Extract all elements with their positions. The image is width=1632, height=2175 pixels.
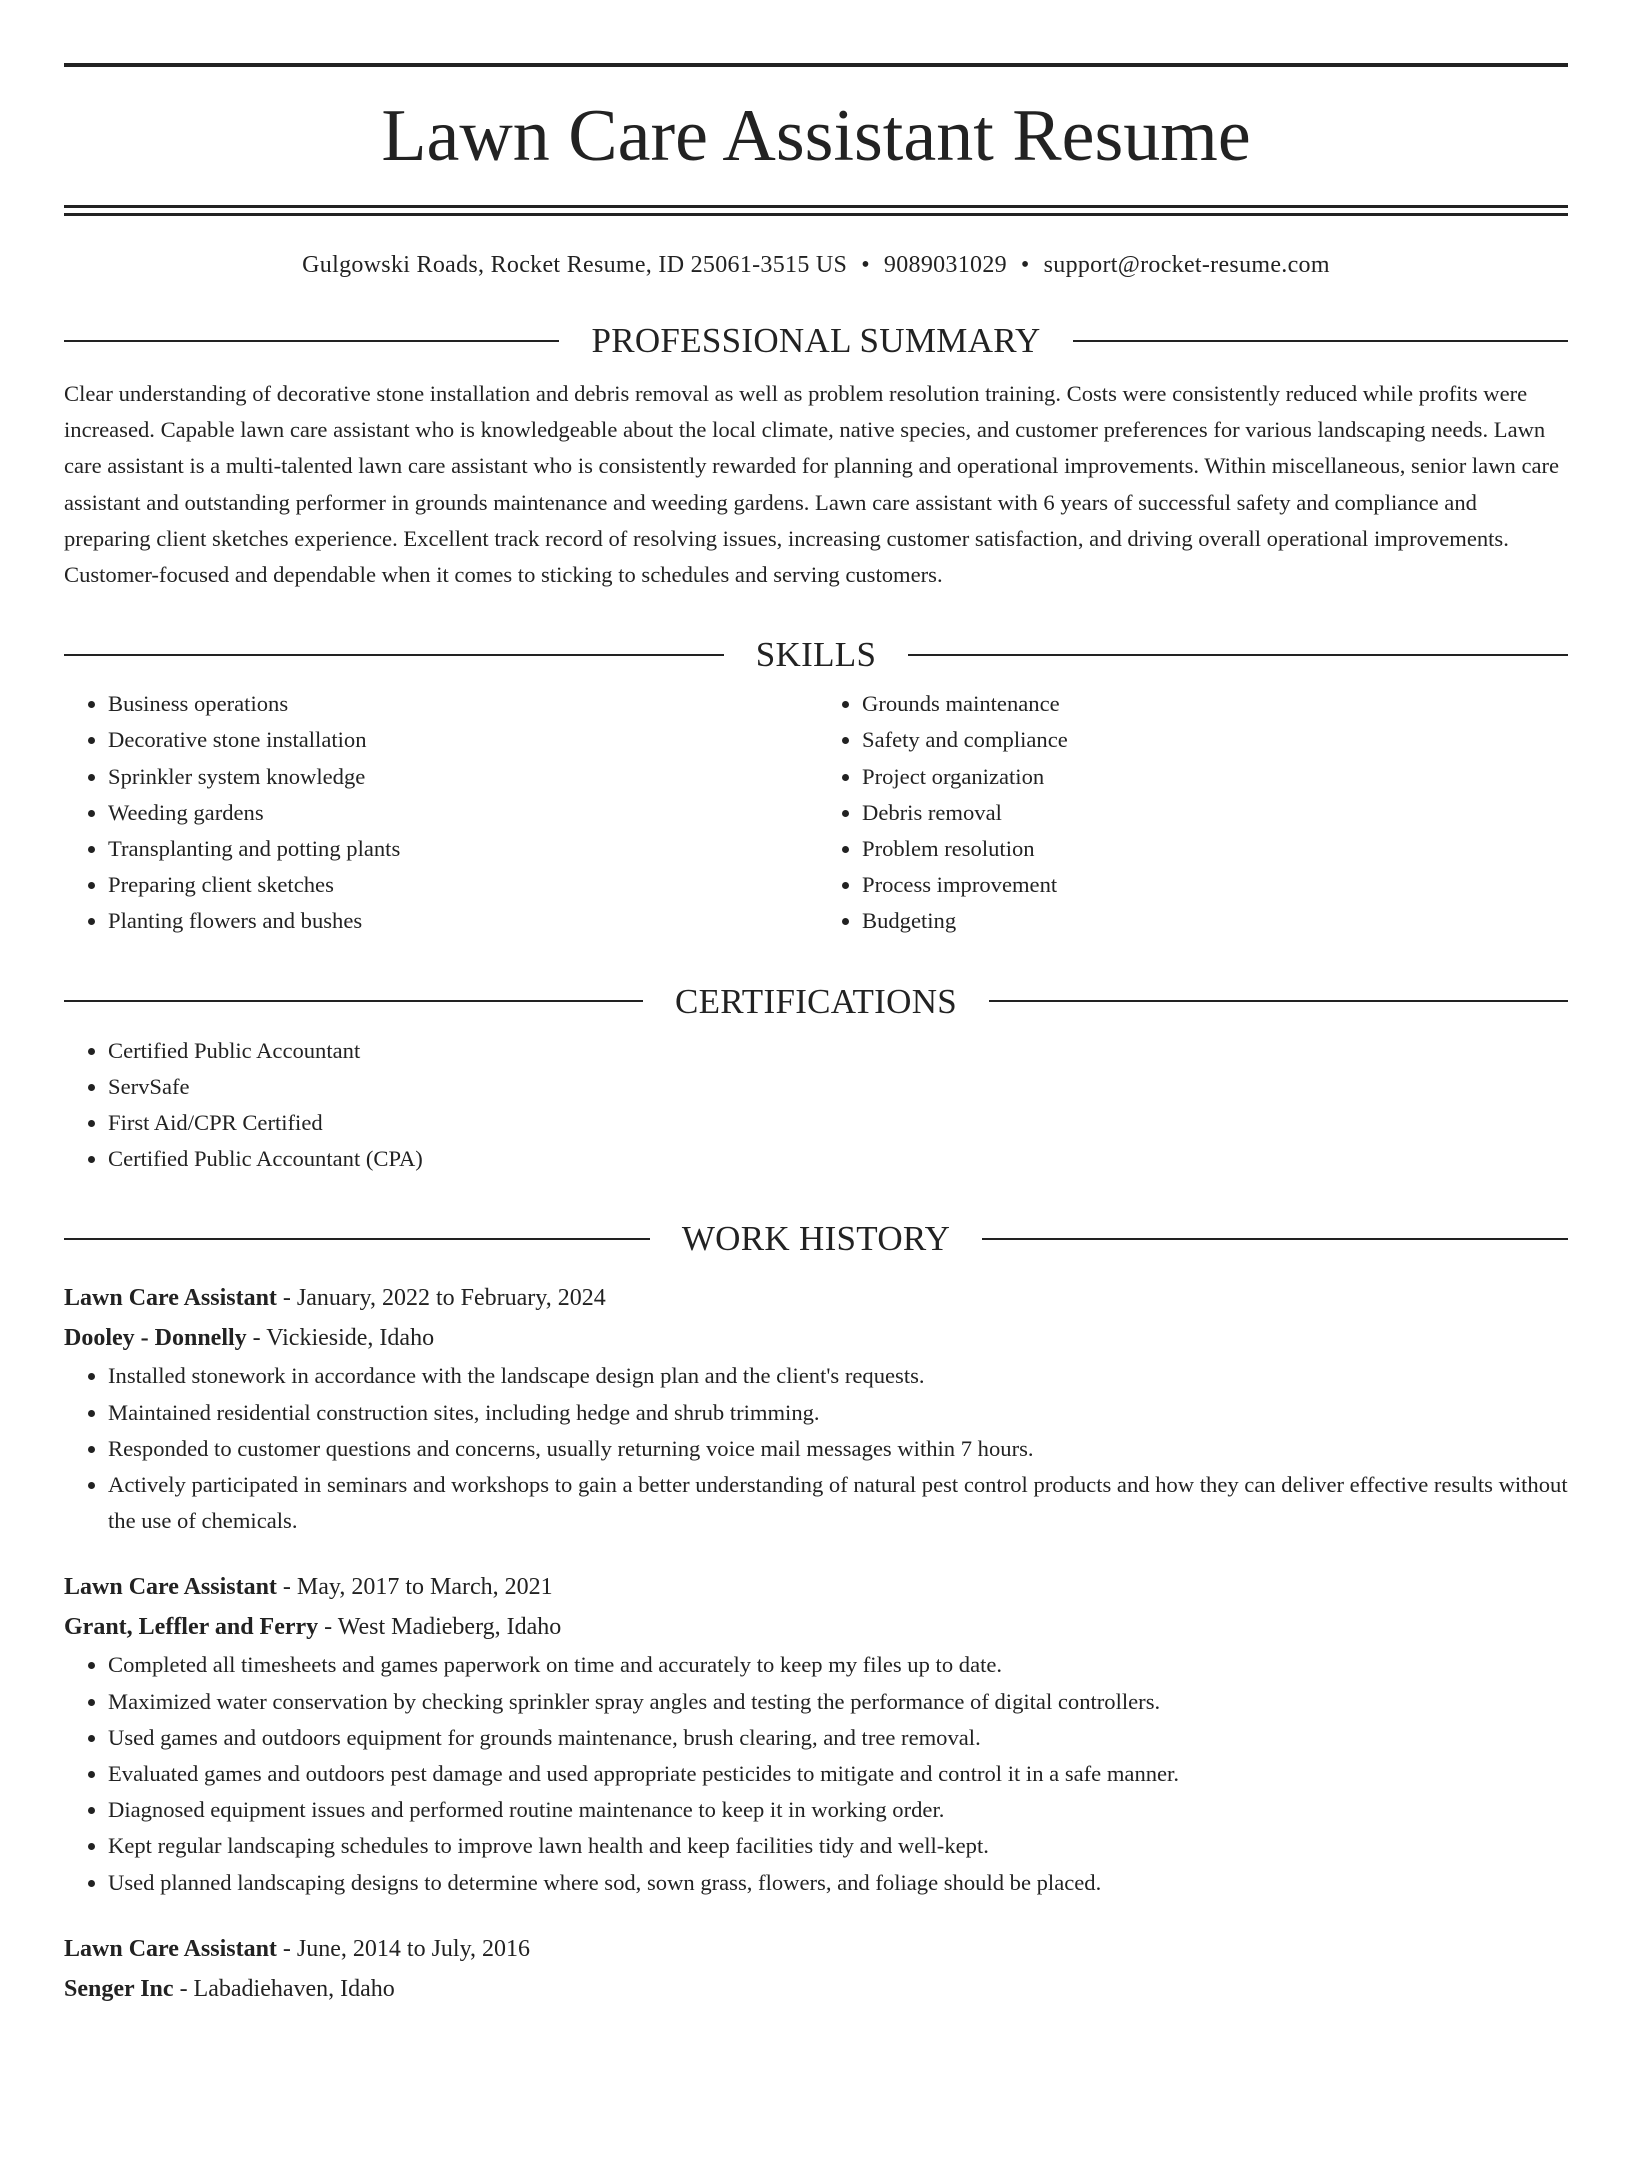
job-location: - West Madieberg, Idaho <box>318 1614 562 1641</box>
job-dates: - January, 2022 to February, 2024 <box>276 1285 606 1312</box>
skill-item: • Budgeting <box>862 903 1568 939</box>
page-title: Lawn Care Assistant Resume <box>381 95 1251 177</box>
job-duty-item: • Maintained residential construction sites, including hedge and shrub trimming. <box>108 1395 1568 1431</box>
summary-paragraph: Clear understanding of decorative stone installation and debris removal as well as problem resolution training. Costs were consistently reduced while profits were increased. Capable lawn care assistant who is knowledgeable about the local climate, native species, and customer preferences for various landscaping needs. Lawn care assistant is a multi-talented lawn care assistant who is consistently rewarded for planning and operational improvements. Within miscellaneous, senior lawn care assistant and outstanding performer in grounds maintenance and weeding gardens. Lawn care assistant with 6 years of successful safety and compliance and preparing client sketches experience. Excellent track record of resolving issues, increasing customer satisfaction, and driving overall operational improvements. Customer-focused and dependable when it comes to sticking to schedules and serving customers. <box>64 381 1560 588</box>
job-company: Grant, Leffler and Ferry <box>64 1614 319 1641</box>
job-title: Lawn Care Assistant <box>64 1935 277 1962</box>
job-entry <box>64 1929 1568 2009</box>
job-location: - Vickieside, Idaho <box>246 1325 435 1352</box>
certifications-list <box>64 1033 1568 1178</box>
contact-line <box>64 252 1568 279</box>
job-dates: - May, 2017 to March, 2021 <box>276 1574 553 1601</box>
section-heading-skills <box>64 635 1568 675</box>
contact-separator: • <box>861 252 870 278</box>
job-company-line <box>64 1607 1568 1647</box>
skill-item: • Preparing client sketches <box>108 867 816 903</box>
section-heading-certifications <box>64 981 1568 1021</box>
work-history-list <box>64 1278 1568 2008</box>
contact-phone[interactable]: 9089031029 <box>883 252 1007 278</box>
skills-list <box>64 686 1568 939</box>
contact-separator: • <box>1020 252 1030 278</box>
skill-item: • Weeding gardens <box>108 795 816 831</box>
skill-item: • Transplanting and potting plants <box>108 831 816 867</box>
job-duty-item: • Evaluated games and outdoors pest damage and used appropriate pesticides to mitigate and control it in a safe manner. <box>108 1756 1568 1792</box>
job-company-line <box>64 1969 1568 2009</box>
job-duties-list <box>64 1647 1568 1900</box>
certification-item: • ServSafe <box>108 1069 1568 1105</box>
job-duty-item: • Installed stonework in accordance with the landscape design plan and the client's requests. <box>108 1358 1568 1394</box>
section-title: SKILLS <box>755 635 877 675</box>
heading-rule-right <box>1073 340 1568 342</box>
section-title: PROFESSIONAL SUMMARY <box>591 321 1041 360</box>
skill-item: • Planting flowers and bushes <box>108 903 816 939</box>
job-duty-item: • Actively participated in seminars and workshops to gain a better understanding of natural pest control products and how they can deliver effective results without the use of chemicals. <box>108 1467 1568 1539</box>
job-company: Senger Inc <box>64 1975 174 2002</box>
skill-item: • Project organization <box>862 759 1568 795</box>
top-rule <box>64 63 1568 67</box>
heading-rule-right <box>908 654 1568 656</box>
job-duty-item: • Used planned landscaping designs to determine where sod, sown grass, flowers, and foliage should be placed. <box>108 1865 1568 1901</box>
job-entry <box>64 1278 1568 1539</box>
skill-item: • Decorative stone installation <box>108 722 816 758</box>
skill-item: • Process improvement <box>862 867 1568 903</box>
job-company: Dooley - Donnelly <box>64 1325 247 1352</box>
job-dates: - June, 2014 to July, 2016 <box>276 1935 531 1962</box>
heading-rule-right <box>989 1000 1568 1002</box>
skill-item: • Problem resolution <box>862 831 1568 867</box>
job-duties-list <box>64 1358 1568 1539</box>
heading-rule-left <box>64 1238 650 1240</box>
job-duty-item: • Maximized water conservation by checking sprinkler spray angles and testing the performance of digital controllers. <box>108 1684 1568 1720</box>
job-title-line <box>64 1929 1568 1969</box>
certification-item: • Certified Public Accountant <box>108 1033 1568 1069</box>
resume-page <box>64 63 1568 2009</box>
job-location: - Labadiehaven, Idaho <box>173 1975 395 2002</box>
skills-column-left <box>64 686 816 939</box>
title-double-rule <box>64 205 1568 216</box>
job-duty-item: • Kept regular landscaping schedules to improve lawn health and keep facilities tidy and well-kept. <box>108 1828 1568 1864</box>
contact-address: Gulgowski Roads, Rocket Resume, ID 25061-3515 US <box>302 252 848 278</box>
section-heading-work-history <box>64 1219 1568 1259</box>
skill-item: • Business operations <box>108 686 816 722</box>
heading-rule-left <box>64 1000 643 1002</box>
job-title-line <box>64 1567 1568 1607</box>
job-title-line <box>64 1278 1568 1318</box>
section-heading-summary <box>64 323 1568 358</box>
certification-item: • Certified Public Accountant (CPA) <box>108 1141 1568 1177</box>
job-duty-item: • Responded to customer questions and concerns, usually returning voice mail messages within 7 hours. <box>108 1431 1568 1467</box>
job-duty-item: • Diagnosed equipment issues and performed routine maintenance to keep it in working order. <box>108 1792 1568 1828</box>
skill-item: • Grounds maintenance <box>862 686 1568 722</box>
certification-item: • First Aid/CPR Certified <box>108 1105 1568 1141</box>
job-duty-item: • Used games and outdoors equipment for grounds maintenance, brush clearing, and tree removal. <box>108 1720 1568 1756</box>
skills-column-right <box>816 686 1568 939</box>
job-entry <box>64 1567 1568 1900</box>
job-title: Lawn Care Assistant <box>64 1285 277 1312</box>
skill-item: • Debris removal <box>862 795 1568 831</box>
heading-rule-left <box>64 654 724 656</box>
job-title: Lawn Care Assistant <box>64 1574 277 1601</box>
section-title: WORK HISTORY <box>681 1219 951 1259</box>
job-company-line <box>64 1318 1568 1358</box>
section-title: CERTIFICATIONS <box>674 981 958 1021</box>
heading-rule-right <box>982 1238 1568 1240</box>
contact-email[interactable]: support@rocket-resume.com <box>1043 252 1330 278</box>
skill-item: • Safety and compliance <box>862 722 1568 758</box>
heading-rule-left <box>64 340 559 342</box>
skill-item: • Sprinkler system knowledge <box>108 759 816 795</box>
job-duty-item: • Completed all timesheets and games paperwork on time and accurately to keep my files up to date. <box>108 1647 1568 1683</box>
